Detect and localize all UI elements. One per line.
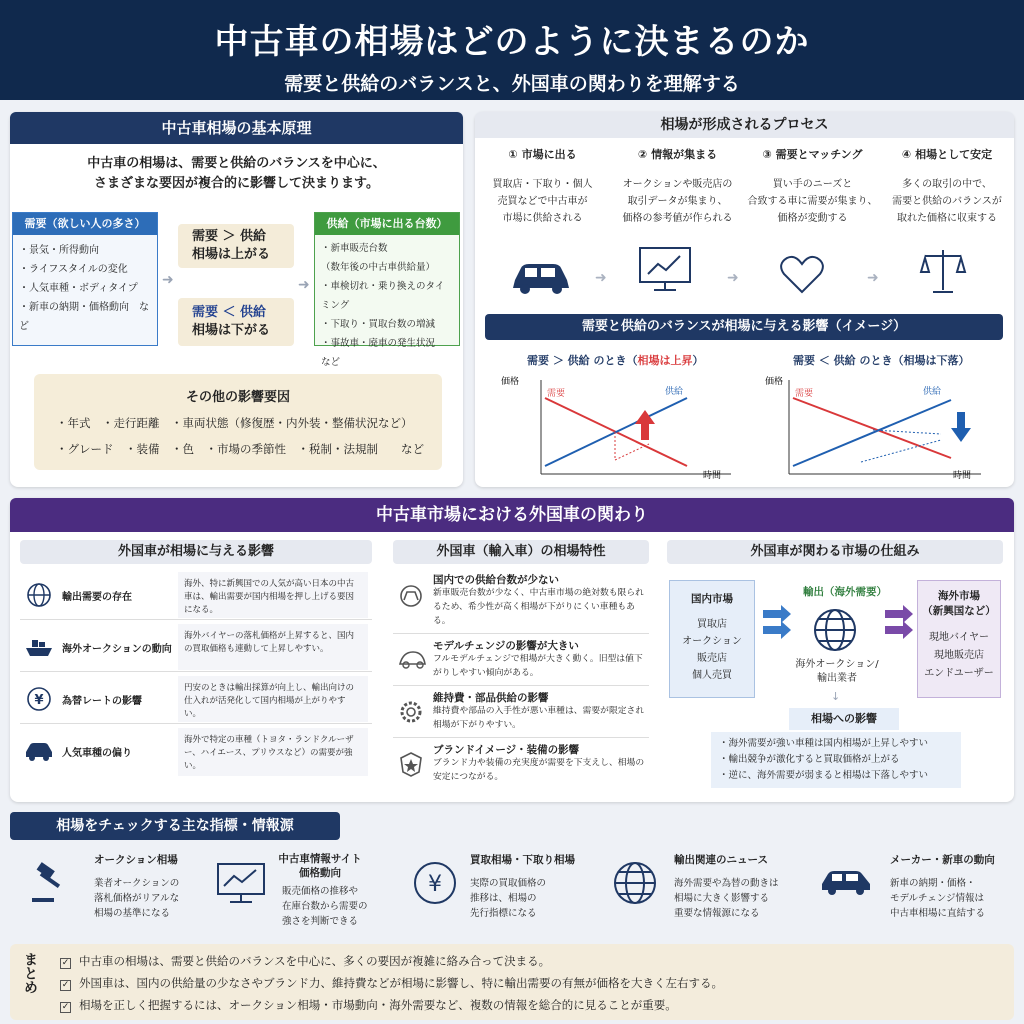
- impact-label: 海外オークションの動向: [62, 644, 172, 655]
- demand-item: ・景気・所得動向: [19, 245, 99, 256]
- balance-right-caption: 需要 ＜ 供給 のとき（相場は下落）: [793, 354, 970, 367]
- indicator-desc-line: 落札価格がリアルな: [94, 893, 180, 904]
- effect-item: ・逆に、海外需要が弱まると相場は下落しやすい: [719, 770, 929, 781]
- indicator-title: オークション相場: [94, 854, 178, 866]
- arrow-right-icon: ➜: [162, 272, 174, 288]
- page-header: [0, 0, 1024, 100]
- step-desc-line: 取れた価格に収束する: [897, 213, 997, 224]
- summary-item: [60, 950, 723, 972]
- heart-icon: [781, 257, 823, 292]
- step-desc-line: 多くの取引の中で、: [902, 179, 992, 190]
- step-desc-line: 価格の参考値が作られる: [622, 213, 733, 224]
- gear-icon: [397, 698, 425, 726]
- domestic-title: 国内市場: [691, 593, 733, 605]
- demand-label: 需要: [547, 389, 566, 399]
- trait-row: [393, 688, 649, 738]
- effect-item: ・輸出競争が激化すると買取価格が上がる: [719, 754, 900, 765]
- gavel-icon: [30, 860, 74, 904]
- impact-column: [20, 540, 372, 790]
- chart-monitor-icon: [216, 862, 268, 906]
- double-arrow-icon: [763, 605, 791, 639]
- balance-title: 需要と供給のバランスが相場に与える影響（イメージ）: [485, 314, 1003, 340]
- price-up-box: [178, 224, 294, 268]
- page-title: 中古車の相場はどのように決まるのか: [214, 22, 810, 62]
- hub-label-line2: 輸出業者: [817, 673, 857, 684]
- process-step-2: [610, 146, 745, 227]
- indicator-desc-line: 実際の買取価格の: [470, 878, 547, 889]
- price-down-box: [178, 298, 294, 346]
- impact-row: [20, 570, 372, 620]
- globe-icon: [815, 610, 855, 650]
- step-title: ① 市場に出る: [508, 148, 577, 161]
- chart-monitor-icon: [640, 248, 690, 290]
- indicator-desc-line: 在庫台数から需要の: [282, 901, 368, 912]
- demand-label: 需要: [795, 389, 814, 399]
- impact-title: 外国車が相場に与える影響: [20, 540, 372, 564]
- step-arrow-icon: ➜: [727, 270, 739, 286]
- down-arrow-icon: [951, 412, 971, 442]
- indicator-desc-line: 海外需要や為替の動きは: [674, 878, 779, 889]
- step-arrow-icon: ➜: [595, 270, 607, 286]
- step-title: ④ 相場として安定: [901, 148, 993, 161]
- left-caption-c: ）: [692, 354, 704, 367]
- other-factors-box: [34, 374, 442, 470]
- trait-desc: 新車販売台数が少なく、中古車市場の絶対数も限られるため、希少性が高く相場が下がりにくい車種もある。: [433, 588, 644, 626]
- indicator-title: 中古車情報サイト: [278, 853, 362, 865]
- domestic-item: オークション: [682, 636, 742, 647]
- overseas-market-box: [917, 580, 1001, 698]
- step-desc-line: 合致する車に需要が集まり、: [747, 196, 878, 207]
- globe-icon: [612, 860, 658, 906]
- trait-label: 維持費・部品供給の影響: [433, 692, 549, 704]
- impact-row: [20, 726, 372, 780]
- overseas-title2: （新興国など）: [922, 605, 996, 617]
- balance-charts: [475, 370, 1014, 482]
- summary-list: [60, 950, 723, 1016]
- impact-row: [20, 622, 372, 672]
- process-step-1: [475, 146, 610, 227]
- trait-desc: ブランド力や装備の充実度が需要を下支えし、相場の安定につながる。: [433, 758, 645, 782]
- indicator-desc-line: 中古車相場に直結する: [890, 908, 986, 919]
- car-icon: [24, 740, 54, 762]
- indicator-item: [22, 848, 212, 938]
- step-desc-line: 売買などで中古車が: [497, 196, 588, 207]
- summary-text: 中古車の相場は、需要と供給のバランスを中心に、多くの要因が複雑に絡み合って決まる。: [79, 954, 551, 968]
- summary-text: 相場を正しく把握するには、オークション相場・市場動向・海外需要など、複数の情報を総合的に見ることが重要。: [79, 998, 677, 1012]
- overseas-hub-label: [785, 658, 889, 686]
- process-icons: [475, 242, 1014, 302]
- impact-desc: 円安のときは輸出採算が向上し、輸出向けの仕入れが活発化して国内相場が上がりやすい。: [178, 676, 368, 722]
- basic-intro-line2: さまざまな要因が複合的に影響して決まります。: [94, 176, 379, 191]
- traits-title: 外国車（輸入車）の相場特性: [393, 540, 649, 564]
- effect-title: 相場への影響: [789, 708, 899, 730]
- indicator-desc-line: 業者オークションの: [94, 878, 180, 889]
- globe-icon: [26, 582, 52, 608]
- other-factors-row2: ・グレード ・装備 ・色 ・市場の季節性 ・税制・法規制 など: [56, 442, 424, 456]
- left-caption-b: 相場は上昇: [637, 354, 693, 367]
- demand-line: [793, 398, 951, 458]
- step-desc-line: 市場に供給される: [502, 213, 583, 224]
- effect-item: ・海外需要が強い車種は国内相場が上昇しやすい: [719, 738, 929, 749]
- price-up-line2: 相場は上がる: [192, 247, 271, 262]
- process-step-4: [880, 146, 1014, 227]
- down-arrow-icon: ↓: [831, 690, 841, 703]
- svg-text:¥: ¥: [428, 872, 442, 897]
- y-axis-label: 価格: [501, 377, 520, 387]
- indicators-row: [10, 848, 1014, 940]
- supply-label: 供給: [665, 387, 684, 397]
- export-label: 輸出（海外需要）: [803, 586, 887, 598]
- cargo-ship-icon: [24, 636, 54, 658]
- indicator-desc-line: 販売価格の推移や: [282, 886, 359, 897]
- indicator-desc-line: 強さを判断できる: [282, 916, 359, 927]
- summary-item: [60, 994, 723, 1016]
- demand-item: ・新車の納期・価格動向 など: [19, 302, 149, 332]
- indicator-desc-line: 新車の納期・価格・: [890, 878, 976, 889]
- trait-label: モデルチェンジの影響が大きい: [433, 640, 579, 652]
- supply-box: [314, 212, 460, 368]
- indicator-title: 買取相場・下取り相場: [470, 854, 575, 866]
- supply-item: （数年後の中古車供給量）: [321, 262, 436, 273]
- arrow-left-icon: ➜: [298, 277, 310, 293]
- summary-item: [60, 972, 723, 994]
- indicator-desc-line: 重要な情報源になる: [674, 908, 760, 919]
- price-up-line1: 需要 ＞ 供給: [192, 229, 267, 244]
- step-title: ③ 需要とマッチング: [762, 148, 863, 161]
- svg-text:¥: ¥: [34, 693, 44, 708]
- yen-icon: [26, 686, 52, 712]
- basic-intro: [10, 154, 463, 194]
- step-desc-line: 価格が変動する: [777, 213, 848, 224]
- overseas-item: 現地販売店: [934, 650, 984, 661]
- step-desc-line: 取引データが集まり、: [627, 196, 728, 207]
- chart-up: [501, 375, 731, 481]
- indicator-desc-line: 先行指標になる: [470, 908, 537, 919]
- indicator-desc-line: 相場に大きく影響する: [674, 893, 770, 904]
- domestic-item: 販売店: [697, 653, 727, 664]
- step-desc-line: 買取店・下取り・個人: [492, 179, 593, 190]
- price-down-line1: 需要 ＜ 供給: [192, 305, 267, 320]
- indicator-desc-line: 相場の基準になる: [94, 908, 171, 919]
- step-arrow-icon: ➜: [867, 270, 879, 286]
- yen-icon: [412, 860, 458, 906]
- car-model-icon: [397, 646, 427, 672]
- car-parts-icon: [397, 582, 425, 610]
- supply-title: 供給（市場に出る台数）: [315, 213, 459, 235]
- trait-label: 国内での供給台数が少ない: [433, 574, 559, 586]
- checkbox-icon: ✓: [61, 980, 70, 990]
- traits-column: [393, 540, 649, 790]
- overseas-item: エンドユーザー: [924, 668, 994, 679]
- impact-label: 人気車種の偏り: [62, 748, 132, 759]
- indicator-item: [610, 848, 810, 938]
- scale-icon: [921, 250, 965, 292]
- supply-item: ・新車販売台数: [321, 243, 388, 254]
- page-subtitle: 需要と供給のバランスと、外国車の関わりを理解する: [284, 73, 740, 95]
- foreign-section: [10, 498, 1014, 802]
- supply-label: 供給: [923, 387, 942, 397]
- supply-item: ・車検切れ・乗り換えのタイミング: [321, 281, 445, 311]
- car-icon: [513, 264, 569, 294]
- left-caption-a: 需要 ＞ 供給 のとき（: [527, 354, 638, 367]
- double-arrow-icon: [885, 605, 913, 639]
- summary-box: [10, 944, 1014, 1020]
- basic-intro-line1: 中古車の相場は、需要と供給のバランスを中心に、: [87, 156, 386, 171]
- process-title: 相場が形成されるプロセス: [475, 112, 1014, 138]
- impact-desc: 海外バイヤーの落札価格が上昇すると、国内の買取価格も連動して上昇しやすい。: [178, 624, 368, 670]
- step-desc-line: 買い手のニーズと: [772, 179, 853, 190]
- demand-item: ・ライフスタイルの変化: [19, 264, 128, 275]
- basic-principle-card: [10, 112, 463, 487]
- balance-left-caption: [527, 352, 704, 368]
- x-axis-label: 時間: [953, 471, 972, 481]
- mechanism-title: 外国車が関わる市場の仕組み: [667, 540, 1003, 564]
- impact-desc: 海外で特定の車種（トヨタ・ランドクルーザー、ハイエース、プリウスなど）の需要が強い。: [178, 728, 368, 776]
- domestic-item: 買取店: [697, 619, 727, 630]
- trait-desc: 維持費や部品の入手性が悪い車種は、需要が限定され相場が下がりやすい。: [433, 706, 645, 730]
- summary-label: まとめ: [22, 952, 38, 994]
- indicator-title: 輸出関連のニュース: [674, 854, 768, 866]
- basic-principle-title: 中古車相場の基本原理: [10, 112, 463, 144]
- x-axis-label: 時間: [703, 471, 722, 481]
- impact-label: 為替レートの影響: [62, 696, 142, 707]
- step-title: ② 情報が集まる: [637, 148, 718, 161]
- other-factors-row1: ・年式 ・走行距離 ・車両状態（修復歴・内外装・整備状況など）: [56, 416, 413, 430]
- indicator-desc-line: モデルチェンジ情報は: [890, 893, 985, 904]
- indicator-item: [816, 848, 1012, 938]
- process-card: [475, 112, 1014, 487]
- trait-desc: フルモデルチェンジで相場が大きく動く。旧型は値下がりしやすい傾向がある。: [433, 654, 643, 678]
- trait-row: [393, 636, 649, 686]
- process-step-3: [745, 146, 880, 227]
- domestic-market-box: [669, 580, 755, 698]
- summary-text: 外国車は、国内の供給量の少なさやブランド力、維持費などが相場に影響し、特に輸出需要の有無が価格を大きく左右する。: [79, 976, 723, 990]
- hub-label-line1: 海外オークション/: [795, 659, 879, 670]
- foreign-title: 中古車市場における外国車の関わり: [10, 498, 1014, 532]
- overseas-item: 現地バイヤー: [929, 632, 989, 643]
- y-axis-label: 価格: [765, 377, 784, 387]
- indicator-item: [410, 848, 610, 938]
- trait-row: [393, 572, 649, 634]
- checkbox-icon: ✓: [61, 1002, 70, 1012]
- impact-label: 輸出需要の存在: [62, 592, 132, 603]
- indicator-title: メーカー・新車の動向: [890, 854, 995, 866]
- trait-row: [393, 740, 649, 790]
- supply-item: ・下取り・買取台数の増減: [321, 319, 436, 330]
- step-desc-line: オークションや販売店の: [622, 179, 733, 190]
- badge-icon: [397, 750, 425, 778]
- indicator-title-2: 価格動向: [299, 867, 341, 879]
- demand-box: [12, 212, 158, 346]
- supply-line: [793, 400, 951, 466]
- indicators-title: 相場をチェックする主な指標・情報源: [10, 812, 340, 840]
- supply-item: ・事故車・廃車の発生状況 など: [321, 338, 445, 368]
- trait-label: ブランドイメージ・装備の影響: [433, 744, 580, 756]
- other-factors-title: その他の影響要因: [185, 390, 290, 405]
- price-down-line2: 相場は下がる: [192, 323, 271, 338]
- checkbox-icon: ✓: [61, 958, 70, 968]
- supply-list: [315, 235, 459, 376]
- impact-desc: 海外、特に新興国での人気が高い日本の中古車は、輸出需要が国内相場を押し上げる要因になる。: [178, 572, 368, 618]
- effect-box: [711, 732, 961, 788]
- chart-down: [765, 375, 981, 481]
- car-icon: [820, 868, 874, 898]
- domestic-item: 個人売買: [692, 670, 732, 681]
- impact-row: [20, 674, 372, 724]
- step-desc-line: 需要と供給のバランスが: [892, 196, 1002, 207]
- demand-list: [13, 235, 157, 342]
- mechanism-column: [667, 540, 1003, 790]
- overseas-title1: 海外市場: [938, 590, 980, 602]
- demand-item: ・人気車種・ボディタイプ: [19, 283, 138, 294]
- indicator-item: [212, 848, 412, 938]
- indicator-desc-line: 推移は、相場の: [470, 893, 537, 904]
- demand-title: 需要（欲しい人の多さ）: [13, 213, 157, 235]
